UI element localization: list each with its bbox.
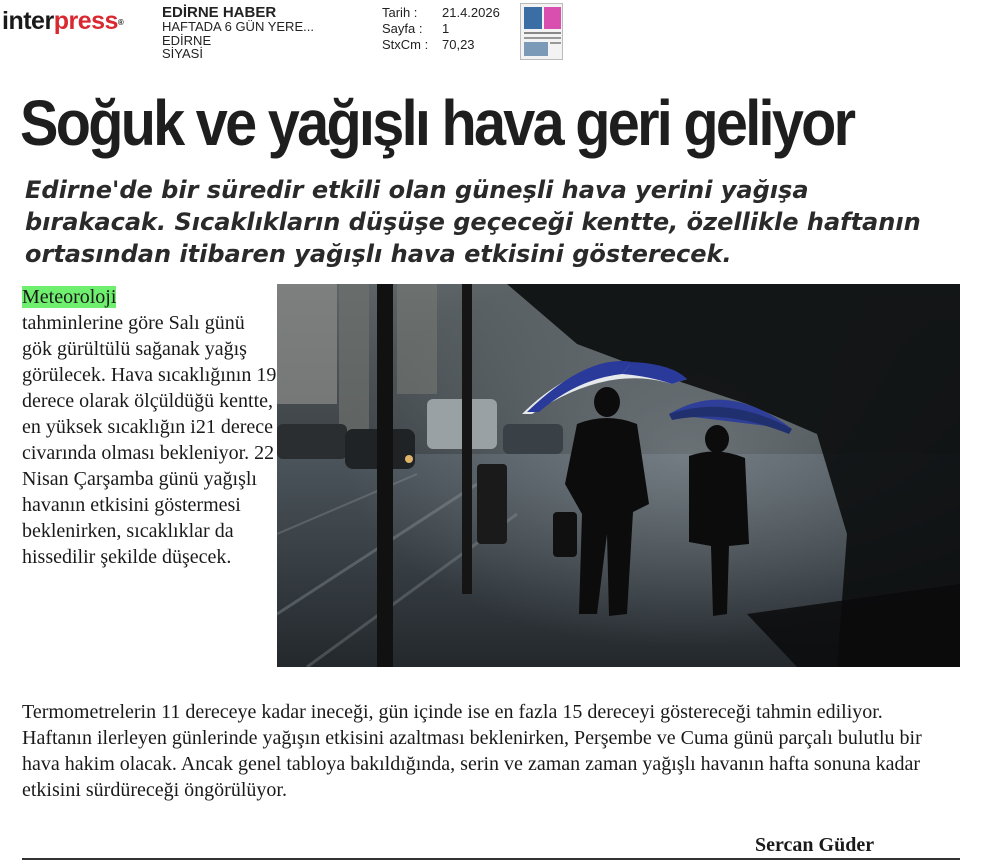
lead-paragraph: Edirne'de bir süredir etkili olan güneşli hava yerini yağışa bırakacak. Sıcaklıkların düşüşe geçeceği kentte, özellikle haftanın ortasından itibaren yağışlı hava etkisini gösterecek. [25, 176, 921, 268]
publication-section: SİYASİ [162, 46, 203, 61]
bottom-rule [22, 858, 960, 860]
interpress-logo: interpress® [2, 7, 124, 35]
headline: Soğuk ve yağışlı hava geri geliyor [20, 87, 854, 159]
clipping-meta [382, 5, 500, 53]
paragraph-3: Haftanın ilerleyen günlerinde yağışın etkisini azaltması beklenirken, Perşembe ve Cuma günü parçalı bulutlu bir hava hakim olacak. Ancak genel tabloya bakıldığında, serin ve zaman zaman yağışlı havanın hafta sonuna kadar etkisini sürdüreceği öngörülüyor. [22, 727, 922, 801]
paragraph-2: Termometrelerin 11 dereceye kadar ineceği, gün içinde ise en fazla 15 dereceyi göstereceği tahmin ediliyor. [22, 701, 883, 723]
column-text: tahminlerine göre Salı günü gök gürültülü sağanak yağış görülecek. Hava sıcaklığının 19 derece olarak ölçüldüğü kentte, en yüksek sıcaklığın i21 derece civarında olması bekleniyor. 22 Nisan Çarşamba günü yağışlı havanın etkisini göstermesi beklenirken, sıcaklıklar da hissedilir şekilde düşecek. [22, 312, 277, 568]
publication-name: EDİRNE HABER [162, 4, 277, 21]
page-value: 1 [442, 21, 450, 36]
source-info [162, 5, 314, 61]
publication-frequency: HAFTADA 6 GÜN YERE... [162, 19, 314, 34]
highlighted-keyword: Meteoroloji [22, 286, 117, 308]
page-label: Sayfa : [382, 21, 423, 36]
stxcm-value: 70,23 [442, 37, 475, 52]
date-label: Tarih : [382, 5, 418, 20]
body-column [22, 284, 277, 570]
publication-city: EDİRNE [162, 32, 212, 48]
stxcm-label: StxCm : [382, 37, 429, 52]
date-value: 21.4.2026 [442, 5, 500, 20]
body-continuation [22, 699, 947, 803]
byline: Sercan Güder [755, 834, 875, 856]
rain-umbrella-photo [277, 284, 960, 667]
page-thumbnail[interactable] [520, 3, 563, 60]
